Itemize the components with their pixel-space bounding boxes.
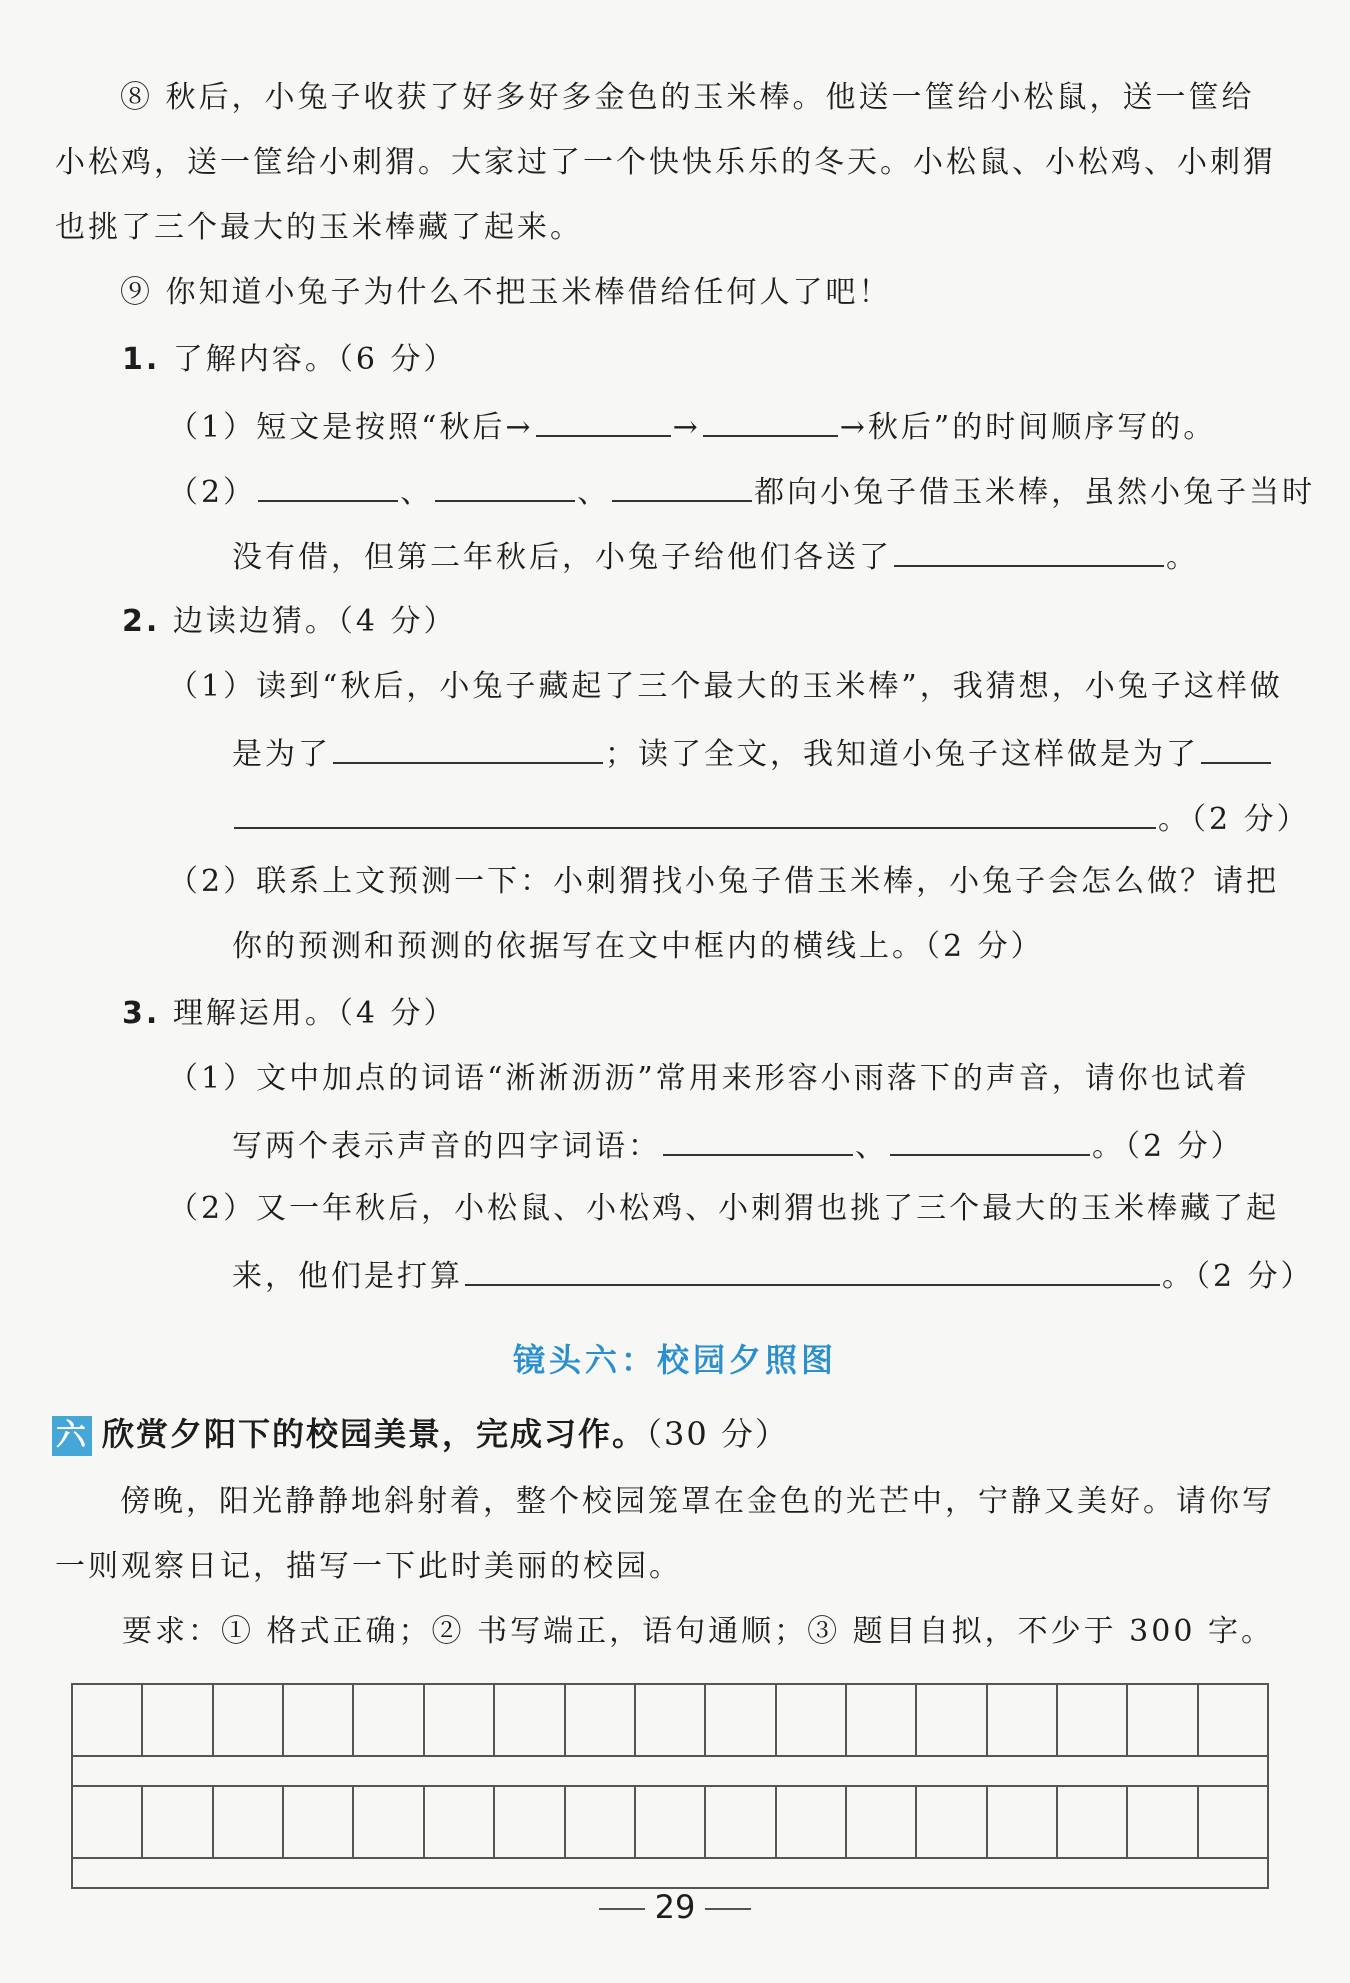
grid-cell[interactable] (636, 1685, 706, 1755)
q3-sub2-text-a: 又一年秋后，小松鼠、小松鸡、小刺猬也挑了三个最大的玉米棒藏了起 (256, 1191, 1280, 1226)
grid-cell[interactable] (777, 1787, 847, 1857)
passage-p8-line3: 也挑了三个最大的玉米棒藏了起来。 (55, 210, 583, 245)
q3-sub1-text-a: 文中加点的词语“淅淅沥沥”常用来形容小雨落下的声音，请你也试着 (256, 1061, 1250, 1096)
q2-sub1-line1 (168, 667, 1283, 707)
q2-number: 2. (122, 604, 161, 639)
section-title-text: 欣赏夕阳下的校园美景，完成习作。 (102, 1415, 647, 1453)
q1-number: 1. (122, 342, 161, 377)
q3-sub2-end: 。（2 分） (1162, 1259, 1314, 1294)
grid-cell[interactable] (1199, 1685, 1267, 1755)
q2-sub1-text-a: 读到“秋后，小兔子藏起了三个最大的玉米棒”，我猜想，小兔子这样做 (256, 669, 1283, 704)
q3-sub2-text-b: 来，他们是打算 (232, 1259, 463, 1294)
q2-sub2-line1 (168, 862, 1279, 902)
q3-sub1-blank-2[interactable] (890, 1124, 1090, 1156)
grid-cell[interactable] (425, 1787, 495, 1857)
q1-sub2-blank-4[interactable] (894, 535, 1164, 567)
grid-cell[interactable] (73, 1685, 143, 1755)
q3-title: 理解运用。（4 分） (172, 996, 457, 1031)
q3-sub1-end: 。（2 分） (1092, 1129, 1244, 1164)
grid-cell[interactable] (566, 1685, 636, 1755)
q2-sub1-text-b: 是为了 (232, 737, 331, 772)
q1-title: 了解内容。（6 分） (172, 342, 457, 377)
section-intro-line1: 傍晚，阳光静静地斜射着，整个校园笼罩在金色的光芒中，宁静又美好。请你写 (120, 1484, 1275, 1519)
grid-row (71, 1683, 1269, 1755)
q3-sub1-label: （1） (168, 1061, 257, 1096)
grid-cell[interactable] (73, 1787, 143, 1857)
q3-number: 3. (122, 996, 161, 1031)
q2-sub1-blank-1[interactable] (333, 732, 603, 764)
q3-sub1-line1 (168, 1059, 1250, 1099)
footer-dash-right (705, 1908, 751, 1910)
grid-cell[interactable] (143, 1787, 213, 1857)
grid-cell[interactable] (425, 1685, 495, 1755)
passage-p8-line2: 小松鸡，送一筐给小刺猬。大家过了一个快快乐乐的冬天。小松鼠、小松鸡、小刺猬 (55, 145, 1276, 180)
grid-cell[interactable] (354, 1787, 424, 1857)
q2-sub1-blank-2[interactable] (1201, 732, 1271, 764)
q1-sub2-end: 。 (1166, 540, 1199, 575)
section-requirements: 要求：① 格式正确；② 书写端正，语句通顺；③ 题目自拟，不少于 300 字。 (122, 1614, 1274, 1649)
q2-title: 边读边猜。（4 分） (172, 604, 457, 639)
q1-sub1 (168, 405, 1216, 448)
q2-sub1-text-c: ；读了全文，我知道小兔子这样做是为了 (605, 737, 1199, 772)
q3-sub1-sep: 、 (855, 1129, 888, 1164)
section-badge: 六 (52, 1416, 92, 1456)
grid-cell[interactable] (706, 1787, 776, 1857)
q1-sub2-line2 (232, 535, 1199, 578)
q3-sub2-line2 (232, 1254, 1314, 1297)
grid-cell[interactable] (143, 1685, 213, 1755)
grid-cell[interactable] (847, 1685, 917, 1755)
q2-sub1-line3 (232, 797, 1310, 840)
q1-sub2-label: （2） (168, 475, 257, 510)
q2-sub1-line2 (232, 732, 1273, 775)
q1-sub1-blank-1[interactable] (536, 405, 671, 437)
section-heading: 镜头六：校园夕照图 (512, 1341, 837, 1379)
q1-sub1-label: （1） (168, 410, 257, 445)
grid-cell[interactable] (847, 1787, 917, 1857)
grid-cell[interactable] (1199, 1787, 1267, 1857)
q1-sub2-sep-1: 、 (400, 475, 434, 510)
grid-spacer (71, 1755, 1269, 1785)
footer-dash-left (599, 1908, 645, 1910)
grid-cell[interactable] (284, 1685, 354, 1755)
section-title (52, 1412, 789, 1456)
q1-heading (122, 340, 456, 380)
writing-grid[interactable] (71, 1683, 1269, 1889)
grid-cell[interactable] (1058, 1685, 1128, 1755)
passage-p8-line1: ⑧ 秋后，小兔子收获了好多好多金色的玉米棒。他送一筐给小松鼠，送一筐给 (120, 80, 1255, 115)
grid-cell[interactable] (495, 1787, 565, 1857)
passage-p9: ⑨ 你知道小兔子为什么不把玉米棒借给任何人了吧！ (120, 275, 892, 310)
q1-sub2-blank-1[interactable] (258, 470, 398, 502)
q2-sub2-text-a: 联系上文预测一下：小刺猬找小兔子借玉米棒，小兔子会怎么做？请把 (256, 864, 1280, 899)
q1-sub2-line1 (168, 470, 1315, 513)
page-number-footer (0, 1888, 1350, 1926)
grid-spacer (71, 1857, 1269, 1889)
grid-cell[interactable] (214, 1787, 284, 1857)
q1-sub2-text-a: 都向小兔子借玉米棒，虽然小兔子当时 (754, 475, 1316, 510)
q3-heading (122, 994, 456, 1034)
grid-cell[interactable] (1128, 1787, 1198, 1857)
page-number: 29 (654, 1888, 696, 1926)
grid-cell[interactable] (636, 1787, 706, 1857)
q3-sub1-line2 (232, 1124, 1244, 1167)
grid-cell[interactable] (988, 1787, 1058, 1857)
grid-cell[interactable] (495, 1685, 565, 1755)
q2-sub1-blank-3[interactable] (234, 797, 1156, 829)
q2-sub2-line2: 你的预测和预测的依据写在文中框内的横线上。（2 分） (232, 929, 1044, 964)
q1-sub1-text-a: 短文是按照“秋后→ (256, 410, 534, 445)
q1-sub1-blank-2[interactable] (703, 405, 838, 437)
grid-cell[interactable] (917, 1685, 987, 1755)
grid-cell[interactable] (1128, 1685, 1198, 1755)
q1-sub1-text-b: →秋后”的时间顺序写的。 (839, 410, 1217, 445)
q3-sub1-blank-1[interactable] (663, 1124, 853, 1156)
q3-sub2-label: （2） (168, 1191, 257, 1226)
grid-cell[interactable] (284, 1787, 354, 1857)
grid-cell[interactable] (566, 1787, 636, 1857)
grid-cell[interactable] (1058, 1787, 1128, 1857)
grid-cell[interactable] (917, 1787, 987, 1857)
q1-sub2-blank-2[interactable] (435, 470, 575, 502)
grid-cell[interactable] (214, 1685, 284, 1755)
q2-sub2-label: （2） (168, 864, 257, 899)
grid-cell[interactable] (988, 1685, 1058, 1755)
q3-sub2-line1 (168, 1189, 1279, 1229)
q1-sub2-blank-3[interactable] (612, 470, 752, 502)
section-points: （30 分） (646, 1415, 789, 1453)
grid-cell[interactable] (777, 1685, 847, 1755)
q2-sub1-label: （1） (168, 669, 257, 704)
grid-cell[interactable] (354, 1685, 424, 1755)
q3-sub2-blank[interactable] (465, 1254, 1160, 1286)
q1-sub2-sep-2: 、 (577, 475, 611, 510)
q1-sub1-arrow: → (672, 410, 701, 445)
q2-heading (122, 602, 456, 642)
q2-sub1-end: 。（2 分） (1158, 802, 1310, 837)
q3-sub1-text-b: 写两个表示声音的四字词语： (232, 1129, 661, 1164)
section-intro-line2: 一则观察日记，描写一下此时美丽的校园。 (55, 1549, 682, 1584)
grid-row (71, 1785, 1269, 1857)
q1-sub2-text-b: 没有借，但第二年秋后，小兔子给他们各送了 (232, 540, 892, 575)
grid-cell[interactable] (706, 1685, 776, 1755)
